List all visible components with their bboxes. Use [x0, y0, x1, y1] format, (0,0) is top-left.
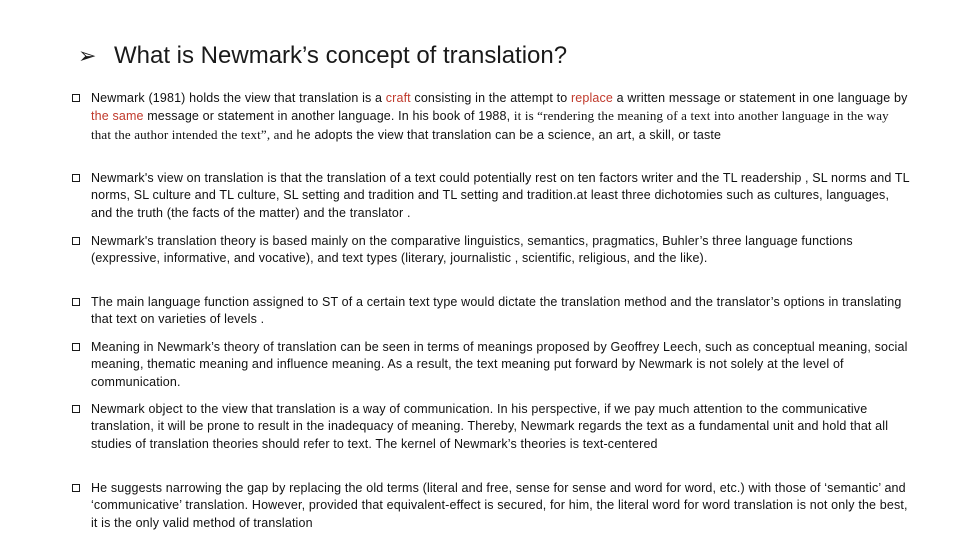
bullet-7-text: He suggests narrowing the gap by replacing the old terms (literal and free, sense for sense and word for word, etc.) with those of ‘semantic’ and ‘communicative’ translation. However, provided that equivalent-effect is secured, for him, the literal word for word translation is not only the best, it is the only valid method of translation	[91, 481, 908, 530]
bullet-item-1	[72, 90, 911, 144]
highlight-craft: craft	[385, 91, 411, 105]
bullet-1-quote: it is “rendering the meaning of a text into another language in the way that the author intended the text”, and	[91, 108, 889, 142]
bullet-item-6	[72, 401, 911, 453]
square-bullet-icon	[72, 94, 80, 102]
bullet-item-7	[72, 480, 911, 532]
square-bullet-icon	[72, 484, 80, 492]
square-bullet-icon	[72, 343, 80, 351]
bullet-1-text-3: a written message or statement in one language by	[613, 91, 908, 105]
bullet-5-text: Meaning in Newmark’s theory of translation can be seen in terms of meanings proposed by Geoffrey Leech, such as conceptual meaning, social meaning, thematic meaning and influence meaning. As a result, the text meaning put forward by Newmark is not solely at the level of communication.	[91, 340, 908, 389]
bullet-4-text: The main language function assigned to ST of a certain text type would dictate the translation method and the translator’s options in translating that text on varieties of levels .	[91, 295, 902, 327]
square-bullet-icon	[72, 298, 80, 306]
square-bullet-icon	[72, 405, 80, 413]
bullet-6-text: Newmark object to the view that translation is a way of communication. In his perspective, if we pay much attention to the communicative translation, it will be prone to result in the inadequacy of meaning. Thereby, Newmark regards the text as a fundamental unit and hold that all studies of translation theories should refer to text. The kernel of Newmark’s theories is text-centered	[91, 402, 889, 451]
highlight-same: the same	[91, 109, 144, 124]
bullet-2-text: Newmark's view on translation is that the translation of a text could potentially rest on ten factors writer and the TL readership , SL norms and TL norms, SL culture and TL culture, SL setting and tradition and TL setting and tradition.at least three dichotomies such as cultures, languages, and the truth (the facts of the matter) and the translator .	[91, 171, 910, 220]
bullet-item-3	[72, 233, 911, 268]
square-bullet-icon	[72, 174, 80, 182]
bullet-item-4	[72, 294, 911, 329]
arrow-bullet-icon: ➢	[78, 43, 97, 68]
bullet-1-text-4: message or statement in another language. In his book of 1988,	[143, 109, 514, 124]
bullet-1-text-5: he adopts the view that translation can be a science, an art, a skill, or taste	[292, 127, 722, 142]
bullet-1-text: Newmark (1981) holds the view that translation is a	[91, 91, 386, 105]
bullet-item-5	[72, 339, 911, 391]
bullet-1-text-2: consisting in the attempt to	[410, 91, 571, 105]
square-bullet-icon	[72, 237, 80, 245]
slide-title	[78, 36, 938, 76]
slide-title-text: What is Newmark’s concept of translation?	[114, 42, 568, 69]
bullet-item-2	[72, 170, 911, 222]
bullet-3-text: Newmark's translation theory is based mainly on the comparative linguistics, semantics, pragmatics, Buhler’s three language functions (expressive, informative, and vocative), and text types (literary, journalistic , scientific, religious, and the like).	[91, 234, 853, 266]
highlight-replace: replace	[570, 91, 614, 105]
